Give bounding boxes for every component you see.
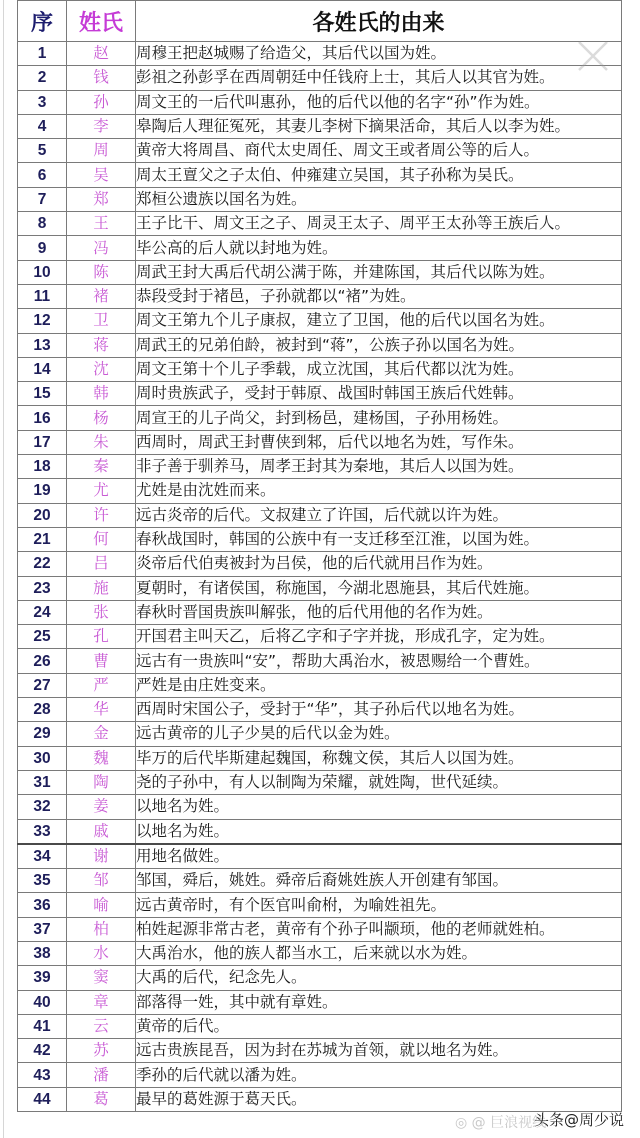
row-index: 35	[18, 869, 67, 893]
table-row	[18, 90, 622, 114]
table-header-row	[18, 1, 622, 42]
row-origin: 柏姓起源非常古老，黄帝有个孙子叫颛顼，他的老师就姓柏。	[136, 917, 622, 941]
row-index: 39	[18, 966, 67, 990]
row-index: 6	[18, 163, 67, 187]
row-index: 22	[18, 552, 67, 576]
table-row	[18, 576, 622, 600]
row-surname: 陶	[67, 770, 136, 794]
table-row	[18, 260, 622, 284]
row-origin: 夏朝时，有诸侯国，称施国，今湖北恩施县，其后代姓施。	[136, 576, 622, 600]
table-row	[18, 966, 622, 990]
row-index: 30	[18, 746, 67, 770]
table-row	[18, 503, 622, 527]
row-surname: 赵	[67, 42, 136, 66]
row-surname: 褚	[67, 284, 136, 308]
row-surname: 秦	[67, 455, 136, 479]
row-surname: 许	[67, 503, 136, 527]
row-index: 20	[18, 503, 67, 527]
row-surname: 柏	[67, 917, 136, 941]
row-index: 5	[18, 139, 67, 163]
row-surname: 周	[67, 139, 136, 163]
table-row	[18, 357, 622, 381]
row-surname: 韩	[67, 382, 136, 406]
row-origin: 郑桓公遗族以国名为姓。	[136, 187, 622, 211]
row-surname: 何	[67, 527, 136, 551]
table-row	[18, 673, 622, 697]
weibo-watermark: ◎ @ 巨浪视线	[455, 1115, 547, 1131]
row-origin: 王子比干、周文王之子、周灵王太子、周平王太孙等王族后人。	[136, 212, 622, 236]
row-index: 29	[18, 722, 67, 746]
row-origin: 恭段受封于褚邑，子孙就都以“褚”为姓。	[136, 284, 622, 308]
row-index: 42	[18, 1039, 67, 1063]
row-surname: 曹	[67, 649, 136, 673]
table-row	[18, 333, 622, 357]
row-index: 25	[18, 625, 67, 649]
row-index: 33	[18, 819, 67, 844]
row-index: 26	[18, 649, 67, 673]
row-origin: 远古炎帝的后代。文叔建立了许国，后代就以许为姓。	[136, 503, 622, 527]
row-index: 21	[18, 527, 67, 551]
row-origin: 春秋战国时，韩国的公族中有一支迁移至江淮，以国为姓。	[136, 527, 622, 551]
row-surname: 李	[67, 114, 136, 138]
row-origin: 彭祖之孙彭孚在西周朝廷中任钱府上士，其后人以其官为姓。	[136, 66, 622, 90]
row-surname: 窦	[67, 966, 136, 990]
table-row	[18, 163, 622, 187]
table-row	[18, 649, 622, 673]
row-index: 15	[18, 382, 67, 406]
row-index: 16	[18, 406, 67, 430]
row-origin: 以地名为姓。	[136, 819, 622, 844]
row-index: 4	[18, 114, 67, 138]
row-index: 28	[18, 698, 67, 722]
row-surname: 尤	[67, 479, 136, 503]
page-edge-line	[3, 0, 4, 1138]
table-row	[18, 1063, 622, 1087]
table-row	[18, 527, 622, 551]
row-surname: 杨	[67, 406, 136, 430]
table-row	[18, 770, 622, 794]
row-origin: 大禹的后代，纪念先人。	[136, 966, 622, 990]
table-row	[18, 625, 622, 649]
row-surname: 喻	[67, 893, 136, 917]
table-row	[18, 212, 622, 236]
row-origin: 部落得一姓，其中就有章姓。	[136, 990, 622, 1014]
row-origin: 远古黄帝时，有个医官叫俞柎，为喻姓祖先。	[136, 893, 622, 917]
table-row	[18, 600, 622, 624]
row-surname: 蒋	[67, 333, 136, 357]
table-row	[18, 552, 622, 576]
row-surname: 张	[67, 600, 136, 624]
row-surname: 葛	[67, 1087, 136, 1111]
table-row	[18, 844, 622, 869]
row-surname: 章	[67, 990, 136, 1014]
row-index: 23	[18, 576, 67, 600]
row-surname: 钱	[67, 66, 136, 90]
table-row	[18, 309, 622, 333]
row-index: 3	[18, 90, 67, 114]
row-origin: 非子善于驯养马，周孝王封其为秦地，其后人以国为姓。	[136, 455, 622, 479]
table-row	[18, 893, 622, 917]
row-surname: 冯	[67, 236, 136, 260]
table-row	[18, 722, 622, 746]
row-origin: 西周时，周武王封曹侠到邾，后代以地名为姓，写作朱。	[136, 430, 622, 454]
row-index: 9	[18, 236, 67, 260]
row-origin: 远古贵族昆吾，因为封在苏城为首领，就以地名为姓。	[136, 1039, 622, 1063]
table-row	[18, 382, 622, 406]
row-surname: 吕	[67, 552, 136, 576]
row-origin: 周宣王的儿子尚父，封到杨邑，建杨国，子孙用杨姓。	[136, 406, 622, 430]
row-surname: 卫	[67, 309, 136, 333]
row-surname: 施	[67, 576, 136, 600]
table-row	[18, 479, 622, 503]
table-row	[18, 430, 622, 454]
row-index: 44	[18, 1087, 67, 1111]
table-row	[18, 284, 622, 308]
row-index: 19	[18, 479, 67, 503]
row-origin: 尤姓是由沈姓而来。	[136, 479, 622, 503]
row-index: 10	[18, 260, 67, 284]
row-surname: 朱	[67, 430, 136, 454]
row-index: 14	[18, 357, 67, 381]
source-watermark: 头条@周少说	[533, 1111, 624, 1129]
row-origin: 最早的葛姓源于葛天氏。	[136, 1087, 622, 1111]
header-index: 序	[18, 1, 67, 42]
row-origin: 开国君主叫天乙，后将乙字和子字并拢，形成孔字，定为姓。	[136, 625, 622, 649]
row-index: 1	[18, 42, 67, 66]
row-origin: 邹国，舜后，姚姓。舜帝后裔姚姓族人开创建有邹国。	[136, 869, 622, 893]
table-row	[18, 795, 622, 819]
row-index: 2	[18, 66, 67, 90]
row-surname: 云	[67, 1014, 136, 1038]
table-row	[18, 917, 622, 941]
row-origin: 黄帝的后代。	[136, 1014, 622, 1038]
row-index: 7	[18, 187, 67, 211]
table-row	[18, 1014, 622, 1038]
table-row	[18, 869, 622, 893]
row-origin: 尧的子孙中，有人以制陶为荣耀，就姓陶，世代延续。	[136, 770, 622, 794]
table-row	[18, 114, 622, 138]
row-origin: 用地名做姓。	[136, 844, 622, 869]
row-origin: 周武王的兄弟伯龄，被封到“蒋”，公族子孙以国名为姓。	[136, 333, 622, 357]
row-surname: 王	[67, 212, 136, 236]
row-origin: 严姓是由庄姓变来。	[136, 673, 622, 697]
row-index: 24	[18, 600, 67, 624]
row-origin: 周文王第十个儿子季载，成立沈国，其后代都以沈为姓。	[136, 357, 622, 381]
row-index: 8	[18, 212, 67, 236]
row-surname: 华	[67, 698, 136, 722]
row-surname: 苏	[67, 1039, 136, 1063]
row-origin: 周文王第九个儿子康叔，建立了卫国，他的后代以国名为姓。	[136, 309, 622, 333]
table-row	[18, 698, 622, 722]
row-surname: 魏	[67, 746, 136, 770]
row-origin: 黄帝大将周昌、商代太史周任、周文王或者周公等的后人。	[136, 139, 622, 163]
row-surname: 严	[67, 673, 136, 697]
row-index: 37	[18, 917, 67, 941]
row-index: 32	[18, 795, 67, 819]
row-origin: 周武王封大禹后代胡公满于陈，并建陈国，其后代以陈为姓。	[136, 260, 622, 284]
row-index: 31	[18, 770, 67, 794]
row-index: 43	[18, 1063, 67, 1087]
row-origin: 季孙的后代就以潘为姓。	[136, 1063, 622, 1087]
row-surname: 陈	[67, 260, 136, 284]
row-origin: 远古黄帝的儿子少昊的后代以金为姓。	[136, 722, 622, 746]
row-surname: 吴	[67, 163, 136, 187]
close-icon	[575, 38, 611, 74]
table-row	[18, 139, 622, 163]
header-origin: 各姓氏的由来	[136, 1, 622, 42]
row-surname: 郑	[67, 187, 136, 211]
table-row	[18, 455, 622, 479]
table-row	[18, 941, 622, 965]
row-surname: 沈	[67, 357, 136, 381]
table-row	[18, 187, 622, 211]
row-index: 36	[18, 893, 67, 917]
table-row	[18, 42, 622, 66]
row-index: 13	[18, 333, 67, 357]
table-row	[18, 1087, 622, 1111]
row-origin: 春秋时晋国贵族叫解张，他的后代用他的名作为姓。	[136, 600, 622, 624]
table-row	[18, 819, 622, 844]
row-index: 41	[18, 1014, 67, 1038]
row-index: 38	[18, 941, 67, 965]
row-origin: 毕万的后代毕斯建起魏国，称魏文侯，其后人以国为姓。	[136, 746, 622, 770]
row-origin: 炎帝后代伯夷被封为吕侯，他的后代就用吕作为姓。	[136, 552, 622, 576]
row-index: 34	[18, 844, 67, 869]
table-body	[18, 42, 622, 1112]
table-row	[18, 236, 622, 260]
row-surname: 姜	[67, 795, 136, 819]
table-row	[18, 990, 622, 1014]
row-surname: 孔	[67, 625, 136, 649]
row-index: 18	[18, 455, 67, 479]
row-origin: 西周时宋国公子，受封于“华”，其子孙后代以地名为姓。	[136, 698, 622, 722]
row-surname: 戚	[67, 819, 136, 844]
table-row	[18, 66, 622, 90]
row-origin: 周文王的一后代叫惠孙，他的后代以他的名字“孙”作为姓。	[136, 90, 622, 114]
table-row	[18, 1039, 622, 1063]
row-origin: 周太王亶父之子太伯、仲雍建立吴国，其子孙称为吴氏。	[136, 163, 622, 187]
surname-origin-table	[17, 0, 622, 1112]
row-surname: 邹	[67, 869, 136, 893]
row-surname: 谢	[67, 844, 136, 869]
row-origin: 大禹治水，他的族人都当水工，后来就以水为姓。	[136, 941, 622, 965]
row-origin: 以地名为姓。	[136, 795, 622, 819]
row-index: 11	[18, 284, 67, 308]
row-origin: 毕公高的后人就以封地为姓。	[136, 236, 622, 260]
row-origin: 周穆王把赵城赐了给造父，其后代以国为姓。	[136, 42, 622, 66]
row-surname: 水	[67, 941, 136, 965]
row-index: 27	[18, 673, 67, 697]
row-index: 17	[18, 430, 67, 454]
table-row	[18, 406, 622, 430]
row-surname: 金	[67, 722, 136, 746]
row-index: 40	[18, 990, 67, 1014]
row-origin: 远古有一贵族叫“安”，帮助大禹治水，被恩赐给一个曹姓。	[136, 649, 622, 673]
row-origin: 周时贵族武子，受封于韩原、战国时韩国王族后代姓韩。	[136, 382, 622, 406]
header-surname: 姓氏	[67, 1, 136, 42]
row-surname: 孙	[67, 90, 136, 114]
table-row	[18, 746, 622, 770]
row-index: 12	[18, 309, 67, 333]
row-surname: 潘	[67, 1063, 136, 1087]
row-origin: 皋陶后人理征冤死，其妻儿李树下摘果活命，其后人以李为姓。	[136, 114, 622, 138]
